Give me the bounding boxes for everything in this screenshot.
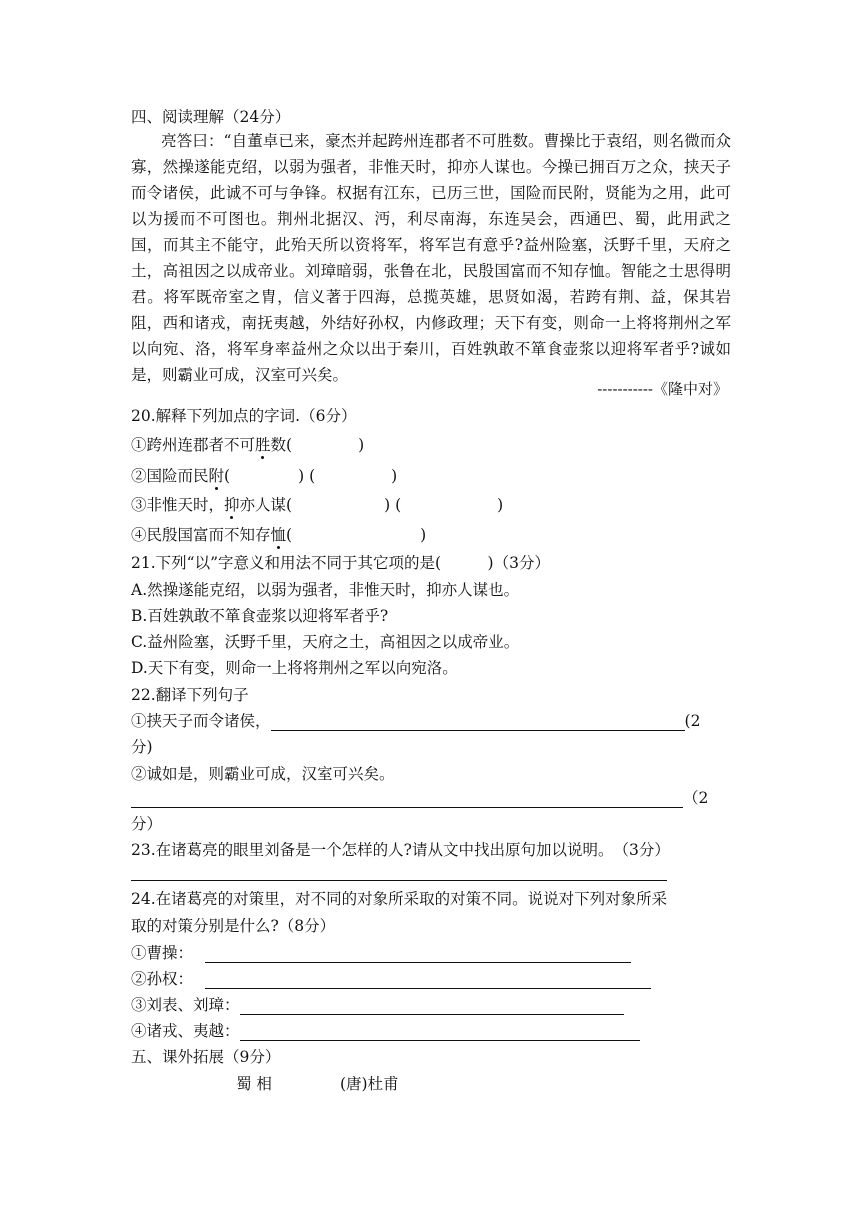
q24-item-3: ③刘表、刘璋： [131,995,624,1015]
q24-item-4: ④诸戎、夷越： [131,1021,640,1041]
q22-score-cont-1: 分) [131,738,153,756]
q24-stem-line-2: 取的对策分别是什么?（8分） [131,917,336,935]
reading-passage [131,128,731,388]
q21-option-a[interactable]: A.然操遂能克绍，以弱为强者，非惟天时，抑亦人谋也。 [131,581,520,599]
section-4-heading: 四、阅读理解（24分） [131,108,291,126]
q22-score-cont-2: 分） [131,815,163,833]
passage-text: 亮答曰：“自董卓已来，豪杰并起跨州连郡者不可胜数。曹操比于袁绍，则名微而众寡，然操遂能克绍，以弱为强者，非惟天时，抑亦人谋也。今操已拥百万之众，挟天子而令诸侯，此诚不可与争锋。权据有江东，已历三世，国险而民附，贤能为之用，此可以为援而不可图也。荆州北据汉、沔，利尽南海，东连吴会，西通巴、蜀，此用武之国，而其主不能守，此殆天所以资将军，将军岂有意乎?益州险塞，沃野千里，天府之土，高祖因之以成帝业。刘璋暗弱，张鲁在北，民殷国富而不知存恤。智能之士思得明君。将军既帝室之胄，信义著于四海，总揽英雄，思贤如渴，若跨有荆、益，保其岩阻，西和诸戎，南抚夷越，外结好孙权，内修政理；天下有变，则命一上将将荆州之军以向宛、洛，将军身率益州之众以出于秦川，百姓孰敢不箪食壶浆以迎将军者乎?诚如是，则霸业可成，汉室可兴矣。 [131,132,731,384]
q22-answer-row-2: （2 [131,788,708,808]
q22-sentence-1: ①挟天子而令诸侯， (2 [131,712,701,730]
q20-item-1: ①跨州连郡者不可胜数( ) [131,436,365,454]
q20-item-3: ③非惟天时，抑亦人谋( ) ( ) [131,496,504,514]
q20-stem: 20.解释下列加点的字词.（6分） [131,407,357,425]
q24-item-2: ②孙权： [131,969,651,989]
answer-line[interactable] [240,1024,640,1041]
passage-source: -----------《隆中对》 [597,380,728,398]
q23-answer-line[interactable] [131,880,667,881]
poem-author: (唐)杜甫 [340,1075,399,1093]
answer-line[interactable] [240,998,624,1015]
q22-stem: 22.翻译下列句子 [131,686,249,704]
q24-stem-line-1: 24.在诸葛亮的对策里，对不同的对象所采取的对策不同。说说对下列对象所采 [131,890,668,908]
q23-stem: 23.在诸葛亮的眼里刘备是一个怎样的人?请从文中找出原句加以说明。 （3分） [131,841,670,859]
q20-item-4: ④民殷国富而不知存恤( ) [131,526,427,544]
dotted-char: 胜 [255,436,271,454]
dotted-char: 附 [208,467,225,485]
answer-line[interactable] [271,714,685,731]
answer-line[interactable] [131,791,683,808]
q21-option-d[interactable]: D.天下有变，则命一上将将荆州之军以向宛洛。 [131,659,458,677]
q20-item-2: ②国险而民附( ) ( ) [131,467,398,485]
q21-option-c[interactable]: C.益州险塞，沃野千里，天府之土，高祖因之以成帝业。 [131,633,520,651]
dotted-char: 恤 [270,526,287,544]
q21-option-b[interactable]: B.百姓孰敢不箪食壶浆以迎将军者乎? [131,607,389,625]
section-5-heading: 五、课外拓展（9分） [131,1048,281,1066]
dotted-char: 抑 [224,496,240,514]
answer-line[interactable] [205,972,651,989]
answer-line[interactable] [205,946,631,963]
q22-sentence-2: ②诚如是，则霸业可成，汉室可兴矣。 [131,765,395,783]
q21-stem: 21.下列“以”字意义和用法不同于其它项的是( )（3分） [131,554,550,572]
poem-title: 蜀 相 [236,1075,272,1093]
q24-item-1: ①曹操： [131,943,631,963]
